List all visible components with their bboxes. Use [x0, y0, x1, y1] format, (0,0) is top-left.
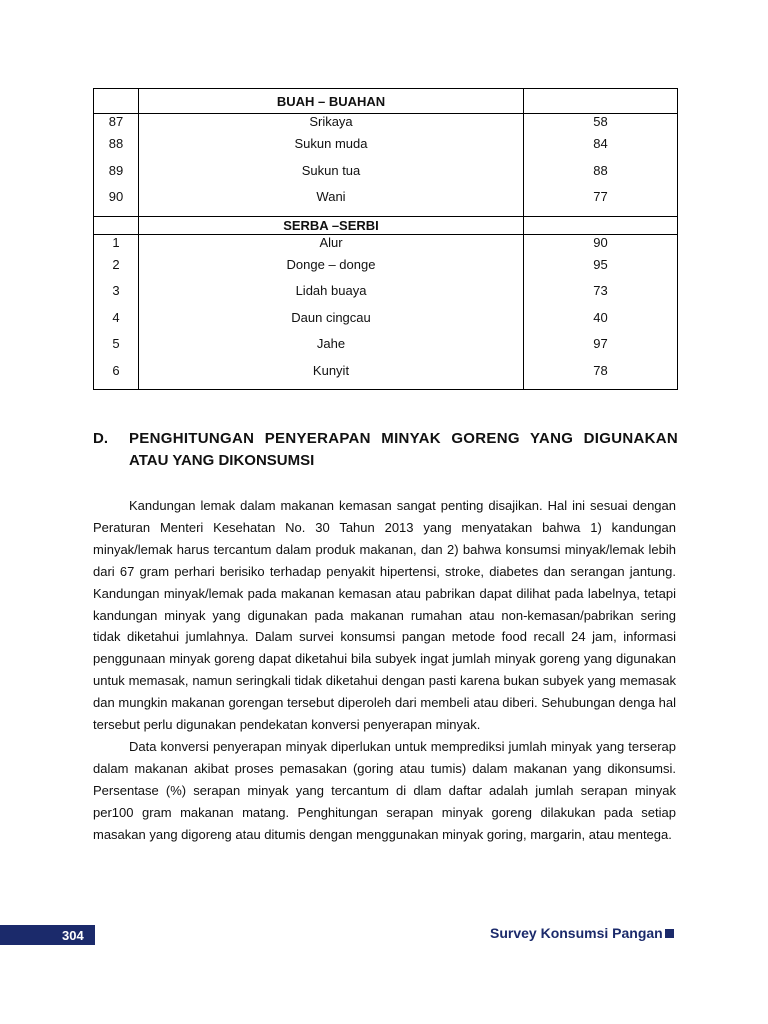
- row-number: 88: [94, 136, 139, 163]
- oil-absorption-table: [93, 88, 678, 390]
- square-icon: [665, 929, 674, 938]
- table-section-header: [94, 89, 678, 114]
- absorption-value: 40: [524, 310, 678, 337]
- paragraph: Data konversi penyerapan minyak diperlukan untuk memprediksi jumlah minyak yang terserap dalam makanan akibat proses pemasakan (goring atau tumis) dalam makanan yang dikonsumsi. Persentase (%) serapan minyak yang tercantum di dlam daftar adalah jumlah serapan minyak per100 gram makanan matang. Penghitungan serapan minyak goreng dilakukan pada setiap masakan yang digoreng atau ditumis dengan menggunakan minyak goring, margarin, atau mentega.: [93, 738, 676, 842]
- section-letter: D.: [93, 430, 108, 447]
- section-title: BUAH – BUAHAN: [139, 89, 524, 114]
- food-name: Kunyit: [139, 363, 524, 390]
- food-name: Sukun tua: [139, 163, 524, 190]
- food-name: Sukun muda: [139, 136, 524, 163]
- absorption-value: 58: [524, 114, 678, 137]
- food-name: Daun cingcau: [139, 310, 524, 337]
- food-name: Alur: [139, 234, 524, 257]
- row-number: 3: [94, 283, 139, 310]
- table-row: [94, 234, 678, 257]
- page-number: 304: [62, 928, 84, 943]
- row-number: 6: [94, 363, 139, 390]
- table-row: [94, 257, 678, 284]
- table-row: [94, 163, 678, 190]
- heading-line-2: ATAU YANG DIKONSUMSI: [129, 452, 315, 469]
- absorption-value: 88: [524, 163, 678, 190]
- footer-title: Survey Konsumsi Pangan: [490, 925, 663, 941]
- row-number: 4: [94, 310, 139, 337]
- section-title: SERBA –SERBI: [139, 216, 524, 234]
- table-row: [94, 189, 678, 216]
- absorption-value: 78: [524, 363, 678, 390]
- food-name: Jahe: [139, 336, 524, 363]
- row-number: 2: [94, 257, 139, 284]
- table-row: [94, 136, 678, 163]
- row-number: 1: [94, 234, 139, 257]
- food-name: Srikaya: [139, 114, 524, 137]
- absorption-value: 77: [524, 189, 678, 216]
- table-row: [94, 283, 678, 310]
- table-row: [94, 363, 678, 390]
- absorption-value: 97: [524, 336, 678, 363]
- absorption-value: 73: [524, 283, 678, 310]
- absorption-value: 95: [524, 257, 678, 284]
- row-number: 90: [94, 189, 139, 216]
- table-row: [94, 310, 678, 337]
- food-name: Lidah buaya: [139, 283, 524, 310]
- row-number: 89: [94, 163, 139, 190]
- food-name: Donge – donge: [139, 257, 524, 284]
- paragraph: Kandungan lemak dalam makanan kemasan sangat penting disajikan. Hal ini sesuai dengan Peraturan Menteri Kesehatan No. 30 Tahun 2013 yang menyatakan bahwa 1) kandungan minyak/lemak harus tercantum dalam produk makanan, dan 2) bahwa konsumsi minyak/lemak lebih dari 67 gram perhari berisiko terhadap penyakit hipertensi, stroke, diabetes dan serangan jantung. Kandungan minyak/lemak pada makanan kemasan atau pabrikan dapat dilihat pada labelnya, tetapi kandungan minyak yang digunakan pada makanan rumahan atau non-kemasan/pabrikan sering tidak diketahui jumlahnya. Dalam survei konsumsi pangan metode food recall 24 jam, informasi penggunaan minyak goreng dapat diketahui bila subyek ingat jumlah minyak goreng yang digunakan untuk memasak, namun seringkali tidak diketahui dengan pasti karena bukan subyek yang memasak dan mungkin makanan gorengan tersebut diperoleh dari membeli atau diberi. Sehubungan denga hal tersebut perlu digunakan pendekatan konversi penyerapan minyak.: [93, 498, 676, 733]
- table-row: [94, 336, 678, 363]
- body-text: [93, 495, 676, 846]
- absorption-value: 84: [524, 136, 678, 163]
- table-section-header: [94, 216, 678, 234]
- heading-line-1: PENGHITUNGAN PENYERAPAN MINYAK GORENG YANG DIGUNAKAN: [129, 430, 678, 447]
- row-number: 87: [94, 114, 139, 137]
- absorption-value: 90: [524, 234, 678, 257]
- row-number: 5: [94, 336, 139, 363]
- food-name: Wani: [139, 189, 524, 216]
- table-row: [94, 114, 678, 137]
